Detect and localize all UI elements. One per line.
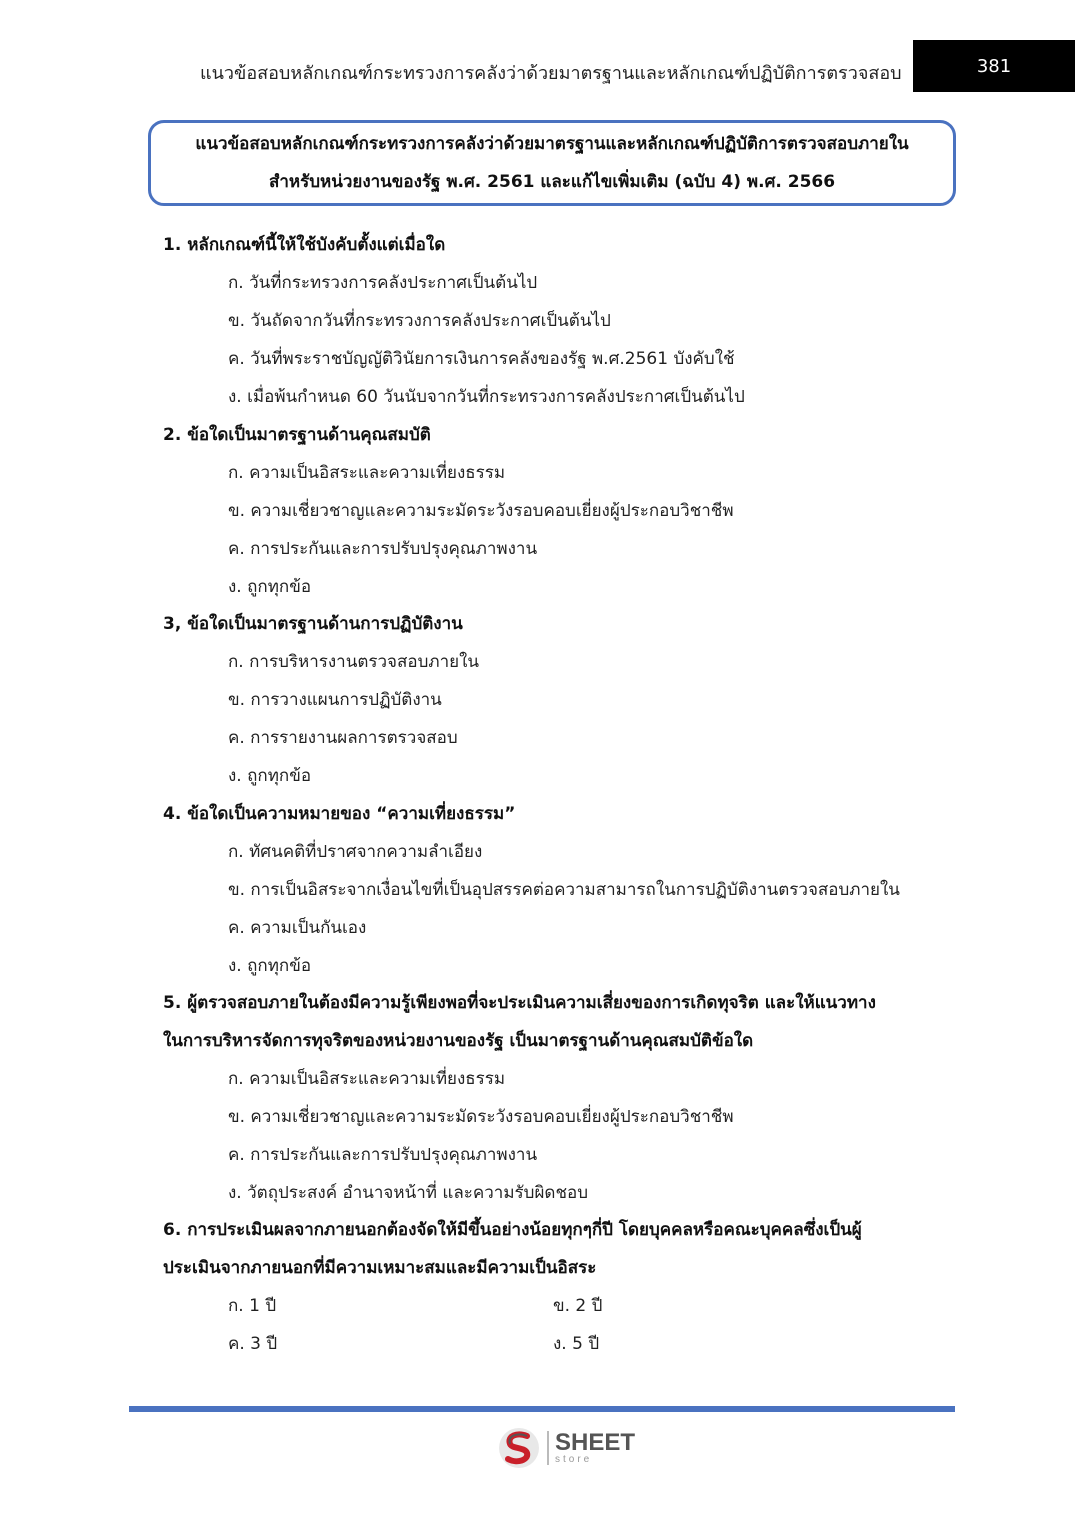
logo-wordmark: SHEET (555, 1428, 636, 1456)
question-1-option-a: ก. วันที่กระทรวงการคลังประกาศเป็นต้นไป (228, 273, 538, 293)
question-1-option-c: ค. วันที่พระราชบัญญัติวินัยการเงินการคลังของรัฐ พ.ศ.2561 บังคับใช้ (228, 349, 735, 369)
question-5-option-a: ก. ความเป็นอิสระและความเที่ยงธรรม (228, 1069, 506, 1089)
question-2-option-a: ก. ความเป็นอิสระและความเที่ยงธรรม (228, 463, 506, 483)
question-3-option-c: ค. การรายงานผลการตรวจสอบ (228, 728, 458, 748)
sheet-store-logo (497, 1425, 657, 1471)
question-6-line-1: 6. การประเมินผลจากภายนอกต้องจัดให้มีขึ้นอย่างน้อยทุกๆกี่ปี โดยบุคคลหรือคณะบุคคลซึ่งเป็นผู้ (163, 1220, 862, 1240)
question-5-option-d: ง. วัตถุประสงค์ อำนาจหน้าที่ และความรับผิดชอบ (228, 1183, 588, 1203)
question-1-option-d: ง. เมื่อพ้นกำหนด 60 วันนับจากวันที่กระทรวงการคลังประกาศเป็นต้นไป (228, 387, 745, 407)
question-6-line-2: ประเมินจากภายนอกที่มีความเหมาะสมและมีความเป็นอิสระ (163, 1258, 597, 1278)
question-4-option-c: ค. ความเป็นกันเอง (228, 918, 367, 938)
question-3-option-d: ง. ถูกทุกข้อ (228, 766, 312, 786)
question-2-option-c: ค. การประกันและการปรับปรุงคุณภาพงาน (228, 539, 538, 559)
question-6-option-d: ง. 5 ปี (553, 1334, 600, 1354)
section-title-line-1: แนวข้อสอบหลักเกณฑ์กระทรวงการคลังว่าด้วยมาตรฐานและหลักเกณฑ์ปฏิบัติการตรวจสอบภายใน (195, 134, 909, 154)
question-5-line-1: 5. ผู้ตรวจสอบภายในต้องมีความรู้เพียงพอที่จะประเมินความเสี่ยงของการเกิดทุจริต และให้แนวทาง (163, 993, 876, 1013)
question-4-option-a: ก. ทัศนคติที่ปราศจากความลำเอียง (228, 842, 483, 862)
footer-divider (129, 1406, 955, 1412)
logo-separator (547, 1431, 549, 1465)
page-number: 381 (913, 40, 1075, 92)
question-3-option-a: ก. การบริหารงานตรวจสอบภายใน (228, 652, 480, 672)
question-6-option-c: ค. 3 ปี (228, 1334, 278, 1354)
running-header-title: แนวข้อสอบหลักเกณฑ์กระทรวงการคลังว่าด้วยมาตรฐานและหลักเกณฑ์ปฏิบัติการตรวจสอบ (200, 63, 902, 84)
question-1-option-b: ข. วันถัดจากวันที่กระทรวงการคลังประกาศเป็นต้นไป (228, 311, 611, 331)
question-2-option-d: ง. ถูกทุกข้อ (228, 577, 312, 597)
question-1: 1. หลักเกณฑ์นี้ให้ใช้บังคับตั้งแต่เมื่อใด (163, 235, 446, 255)
question-5-option-b: ข. ความเชี่ยวชาญและความระมัดระวังรอบคอบเยี่ยงผู้ประกอบวิชาชีพ (228, 1107, 734, 1127)
question-5-line-2: ในการบริหารจัดการทุจริตของหน่วยงานของรัฐ เป็นมาตรฐานด้านคุณสมบัติข้อใด (163, 1031, 754, 1051)
section-title-box (148, 120, 956, 206)
question-3-option-b: ข. การวางแผนการปฏิบัติงาน (228, 690, 442, 710)
question-4-option-d: ง. ถูกทุกข้อ (228, 956, 312, 976)
question-2: 2. ข้อใดเป็นมาตรฐานด้านคุณสมบัติ (163, 425, 431, 445)
question-4-option-b: ข. การเป็นอิสระจากเงื่อนไขที่เป็นอุปสรรคต่อความสามารถในการปฏิบัติงานตรวจสอบภายใน (228, 880, 900, 900)
question-6-option-b: ข. 2 ปี (553, 1296, 603, 1316)
section-title-line-2: สำหรับหน่วยงานของรัฐ พ.ศ. 2561 และแก้ไขเพิ่มเติม (ฉบับ 4) พ.ศ. 2566 (268, 172, 836, 192)
question-4: 4. ข้อใดเป็นความหมายของ “ความเที่ยงธรรม” (163, 804, 516, 824)
question-5-option-c: ค. การประกันและการปรับปรุงคุณภาพงาน (228, 1145, 538, 1165)
sheet-store-s-icon (497, 1426, 541, 1470)
logo-subtext: store (555, 1453, 593, 1465)
question-3: 3, ข้อใดเป็นมาตรฐานด้านการปฏิบัติงาน (163, 614, 463, 634)
question-6-option-a: ก. 1 ปี (228, 1296, 277, 1316)
question-2-option-b: ข. ความเชี่ยวชาญและความระมัดระวังรอบคอบเยี่ยงผู้ประกอบวิชาชีพ (228, 501, 734, 521)
